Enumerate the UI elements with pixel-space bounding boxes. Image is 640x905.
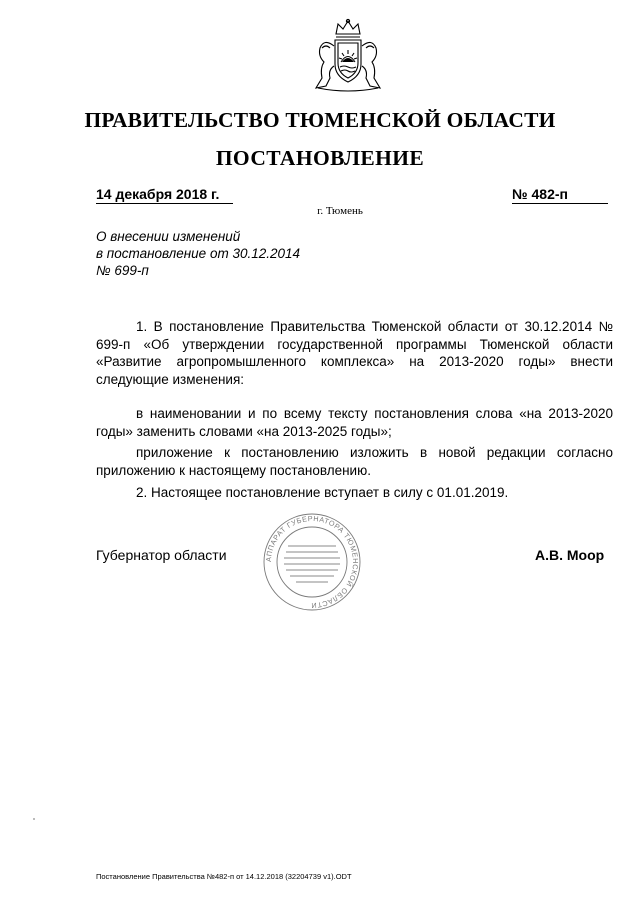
paragraph-4: 2. Настоящее постановление вступает в силу с 01.01.2019. xyxy=(136,485,509,500)
government-title: ПРАВИТЕЛЬСТВО ТЮМЕНСКОЙ ОБЛАСТИ xyxy=(84,108,556,132)
subject-line: О внесении изменений xyxy=(96,229,241,244)
document-subject xyxy=(96,228,356,279)
coat-of-arms-icon xyxy=(308,18,388,92)
footer-text: Постановление Правительства №482-п от 14.12.2018 (32204739 v1).ODT xyxy=(96,872,352,881)
subject-line: № 699-п xyxy=(96,263,149,278)
paragraph-1: 1. В постановление Правительства Тюменской области от 30.12.2014 № 699-п «Об утверждении государственной программы Тюменской области «Развитие агропромышленного комплекса» на 2013-2020 годы» внести следующие изменения: xyxy=(96,319,613,387)
paragraph-3: приложение к постановлению изложить в новой редакции согласно приложению к настоящему постановлению. xyxy=(96,445,613,478)
document-date: 14 декабря 2018 г. xyxy=(96,185,233,204)
signer-name: А.В. Моор xyxy=(535,547,605,563)
scan-mark xyxy=(33,818,35,820)
document-city: г. Тюмень xyxy=(317,205,363,217)
document-type: ПОСТАНОВЛЕНИЕ xyxy=(215,146,425,170)
official-stamp-icon xyxy=(262,512,362,612)
paragraph-2: в наименовании и по всему тексту постановления слова «на 2013-2020 годы» заменить словами «на 2013-2025 годы»; xyxy=(96,406,613,439)
document-number: № 482-п xyxy=(512,185,608,204)
stamp-ring-text: АППАРАТ ГУБЕРНАТОРА ТЮМЕНСКОЙ ОБЛАСТИ xyxy=(263,513,361,611)
signer-title: Губернатор области xyxy=(96,547,227,563)
subject-line: в постановление от 30.12.2014 xyxy=(96,246,301,261)
